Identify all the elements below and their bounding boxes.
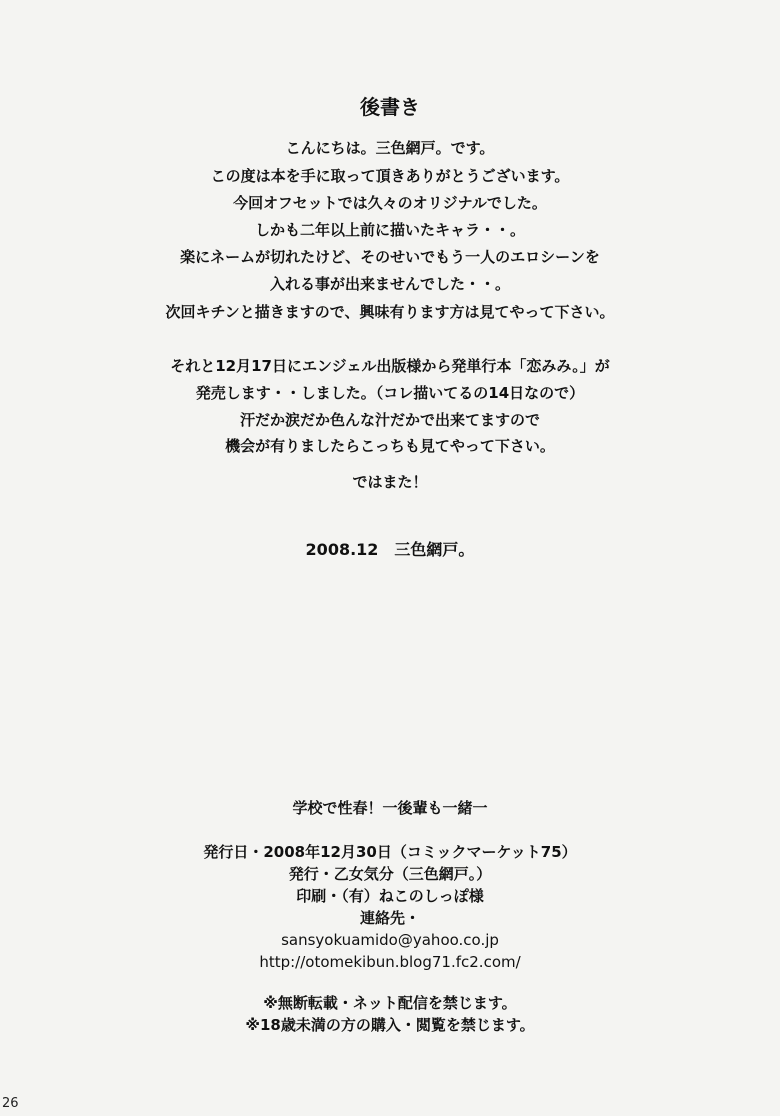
publisher: 発行・乙女気分（三色網戸。）	[288, 865, 492, 883]
afterword-line: 入れる事が出来ませんでした・・。	[269, 275, 510, 293]
afterword-line: 楽にネームが切れたけど、そのせいでもう一人のエロシーンを	[180, 248, 600, 266]
afterword-line: 次回キチンと描きますので、興味有ります方は見てやって下さい。	[165, 303, 615, 321]
page-number: 26	[2, 1096, 19, 1111]
afterword-line: 発売します・・しました。（コレ描いてるの14日なので）	[195, 384, 585, 402]
afterword-line: この度は本を手に取って頂きありがとうございます。	[210, 167, 570, 185]
afterword-line: 汗だか涙だか色んな汁だかで出来てますので	[239, 411, 540, 429]
notice-age-restriction: ※18歳未満の方の購入・閲覧を禁じます。	[245, 1016, 535, 1034]
afterword-line: 機会が有りましたらこっちも見てやって下さい。	[225, 437, 555, 455]
contact-label: 連絡先・	[359, 909, 420, 927]
afterword-signature: 2008.12 三色網戸。	[305, 540, 475, 559]
contact-url: http://otomekibun.blog71.fc2.com/	[259, 953, 521, 971]
issue-date: 発行日・2008年12月30日（コミックマーケット75）	[203, 843, 577, 861]
afterword-closing: ではまた！	[352, 473, 428, 491]
notice-no-reprint: ※無断転載・ネット配信を禁じます。	[263, 994, 517, 1012]
book-title: 学校で性春！一後輩も一緒一	[292, 799, 488, 817]
afterword-line: それと12月17日にエンジェル出版様から発単行本「恋みみ。」が	[170, 357, 610, 375]
printer: 印刷・（有）ねこのしっぽ様	[296, 887, 484, 905]
contact-email: sansyokuamido@yahoo.co.jp	[281, 931, 499, 949]
afterword-line: しかも二年以上前に描いたキャラ・・。	[254, 221, 525, 239]
afterword-line: 今回オフセットでは久々のオリジナルでした。	[233, 194, 547, 212]
afterword-title: 後書き	[360, 95, 420, 119]
afterword-line: こんにちは。三色網戸。です。	[285, 139, 495, 157]
